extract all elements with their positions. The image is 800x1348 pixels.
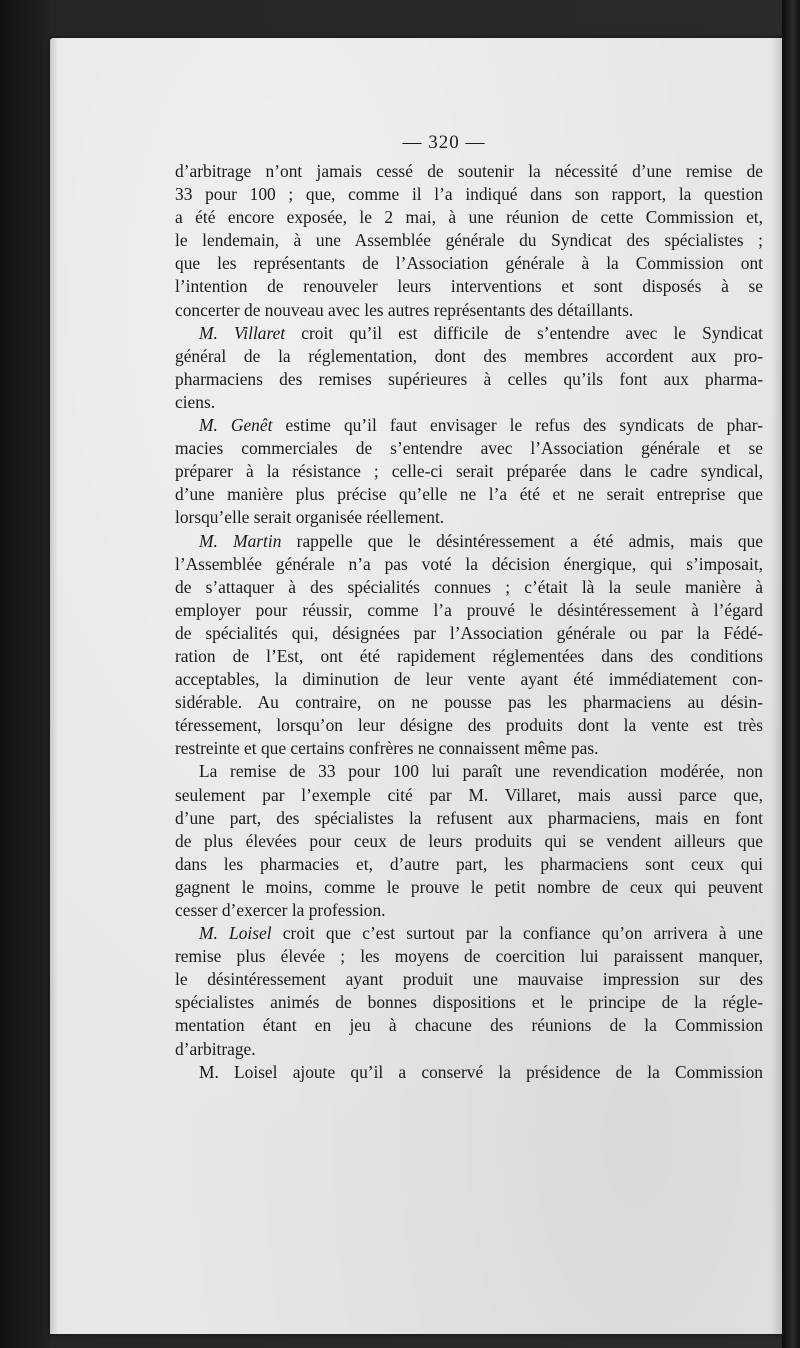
text-line: employer pour réussir, comme l’a prouvé le désintéressement à l’égard (175, 599, 763, 620)
text-line: de plus élevées pour ceux de leurs produits qui se vendent ailleurs que (175, 830, 763, 851)
paragraph-loisel (175, 922, 763, 1061)
text-line: que les représentants de l’Association générale à la Commission ont (175, 253, 763, 274)
speaker-name: M. Villaret (199, 322, 286, 343)
speaker-name: M. Martin (199, 530, 282, 551)
paragraph-martin (175, 530, 763, 761)
text-line: macies commerciales de s’entendre avec l’Association générale et se (175, 438, 763, 459)
paragraph-la-remise (175, 760, 763, 922)
text-line: d’une manière plus précise qu’elle ne l’a été et ne serait entreprise que (175, 484, 763, 505)
text-line (175, 414, 763, 437)
paragraph-genet (175, 414, 763, 529)
text-line: préparer à la résistance ; celle-ci serait préparée dans le cadre syndical, (175, 461, 763, 482)
page-left-shadow (50, 38, 58, 1334)
text-line: acceptables, la diminution de leur vente ayant été immédiatement con- (175, 669, 763, 690)
page-number: — 320 — (402, 132, 486, 153)
text-line: le désintéressement ayant produit une mauvaise impression sur des (175, 969, 763, 990)
text-fragment: croit que c’est surtout par la confiance qu’on arrivera à une (271, 923, 763, 944)
text-line (175, 922, 763, 945)
text-line: d’arbitrage n’ont jamais cessé de soutenir la nécessité d’une remise de (175, 161, 763, 181)
text-line: mentation étant en jeu à chacune des réunions de la Commission (175, 1015, 763, 1036)
text-line: l’intention de renouveler leurs interventions et sont disposés à se (175, 276, 763, 297)
text-line: cesser d’exercer la profession. (175, 900, 386, 920)
body-text (175, 160, 763, 1084)
text-line: restreinte et que certains confrères ne connaissent même pas. (175, 738, 599, 759)
text-line: spécialistes animés de bonnes dispositions et le principe de la régle- (175, 992, 763, 1013)
text-line: ciens. (175, 391, 216, 412)
text-line: d’une part, des spécialistes la refusent aux pharmaciens, mais en font (175, 807, 763, 828)
text-line: gagnent le moins, comme le prouve le petit nombre de ceux qui peuvent (175, 876, 763, 897)
text-line: de s’attaquer à des spécialités connues ; c’était là la seule manière à (175, 576, 763, 597)
text-line (175, 530, 763, 553)
speaker-name: M. Genêt (199, 415, 273, 436)
text-line: M. Loisel ajoute qu’il a conservé la présidence de la Commission (199, 1061, 763, 1082)
text-line: pharmaciens des remises supérieures à celles qu’ils font aux pharma- (175, 368, 763, 389)
text-line: La remise de 33 pour 100 lui paraît une revendication modérée, non (199, 761, 763, 782)
book-binding-edge (782, 0, 800, 1348)
text-line: général de la réglementation, dont des membres accordent aux pro- (175, 345, 763, 366)
text-line: ration de l’Est, ont été rapidement réglementées dans des conditions (175, 645, 763, 666)
paragraph-loisel-ajoute (175, 1061, 763, 1084)
text-line: de spécialités qui, désignées par l’Association générale ou par la Fédé- (175, 622, 763, 643)
text-line: sidérable. Au contraire, on ne pousse pas les pharmaciens au désin- (175, 692, 763, 713)
text-fragment: rappelle que le désintéressement a été admis, mais que (281, 530, 763, 551)
text-line: dans les pharmacies et, d’autre part, les pharmaciens sont ceux qui (175, 853, 763, 874)
text-line: a été encore exposée, le 2 mai, à une réunion de cette Commission et, (175, 207, 763, 228)
text-line: concerter de nouveau avec les autres représentants des détaillants. (175, 299, 634, 320)
speaker-name: M. Loisel (199, 923, 272, 944)
text-line: lorsqu’elle serait organisée réellement. (175, 507, 445, 528)
text-line (175, 322, 763, 345)
text-line: téressement, lorsqu’on leur désigne des produits dont la vente est très (175, 715, 763, 736)
text-line: l’Assemblée générale n’a pas voté la décision énergique, qui s’imposait, (175, 553, 763, 574)
text-fragment: croit qu’il est difficile de s’entendre avec le Syndicat (285, 322, 763, 343)
text-line: d’arbitrage. (175, 1038, 256, 1059)
paragraph-1 (175, 160, 763, 322)
paragraph-villaret (175, 322, 763, 414)
text-line: le lendemain, à une Assemblée générale du Syndicat des spécialistes ; (175, 230, 763, 251)
text-line: seulement par l’exemple cité par M. Villaret, mais aussi parce que, (175, 784, 763, 805)
text-fragment: estime qu’il faut envisager le refus des syndicats de phar- (272, 415, 763, 436)
text-line: remise plus élevée ; les moyens de coercition lui paraissent manquer, (175, 946, 763, 967)
text-line: 33 pour 100 ; que, comme il l’a indiqué dans son rapport, la question (175, 184, 763, 205)
